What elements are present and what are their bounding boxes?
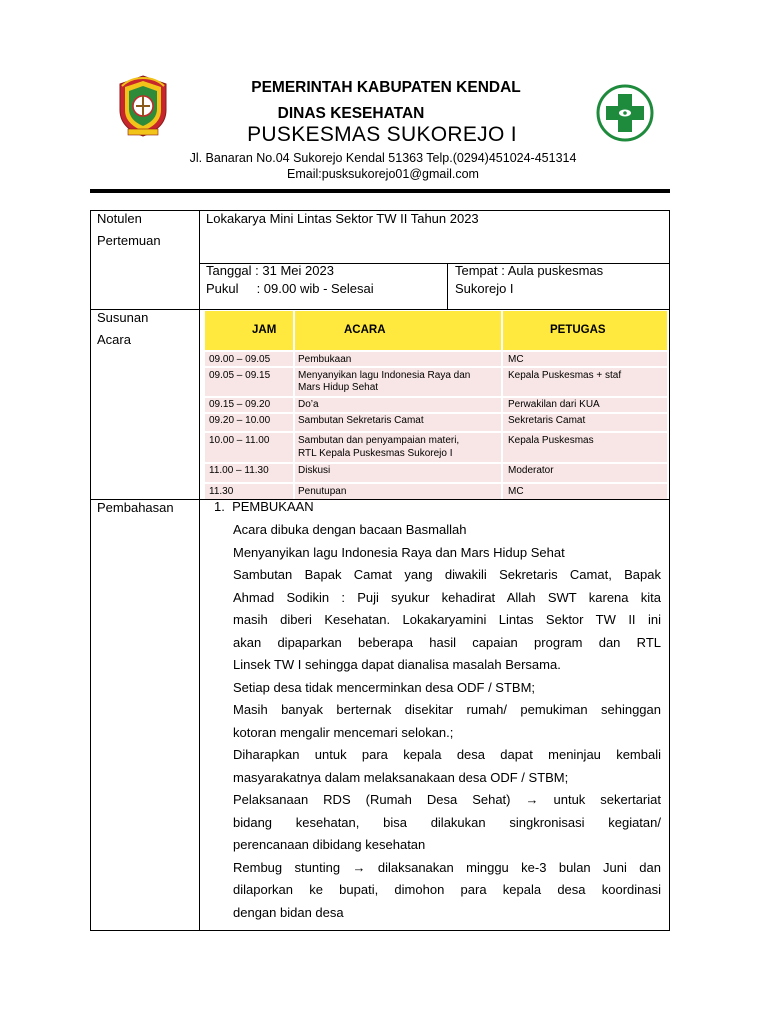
label-pembahasan: Pembahasan xyxy=(97,500,174,515)
header-department: DINAS KESEHATAN xyxy=(277,105,425,122)
schedule-acara: Pembukaan xyxy=(298,354,352,365)
schedule-petugas: Perwakilan dari KUA xyxy=(508,399,600,410)
schedule-col-sep xyxy=(501,398,503,412)
pembahasan-line: Pelaksanaan RDS (Rumah Desa Sehat) → untuk sekertariat xyxy=(233,792,661,807)
pembahasan-heading: 1. PEMBUKAAN xyxy=(214,499,314,514)
schedule-row xyxy=(205,350,667,366)
pembahasan-line: Masih banyak berternak disekitar rumah/ pemukiman sehinggan xyxy=(233,702,661,717)
schedule-table xyxy=(205,311,667,499)
pembahasan-line: Diharapkan untuk para kepala desa dapat meninjau kembali xyxy=(233,747,661,762)
meeting-title: Lokakarya Mini Lintas Sektor TW II Tahun 2023 xyxy=(206,211,479,226)
schedule-acara: Sambutan dan penyampaian materi, xyxy=(298,435,460,446)
schedule-row xyxy=(205,431,667,462)
pembahasan-line: Sambutan Bapak Camat yang diwakili Sekretaris Camat, Bapak xyxy=(233,567,661,582)
frame-susunan-divider xyxy=(90,309,670,310)
schedule-jam: 10.00 – 11.00 xyxy=(209,435,270,446)
schedule-row xyxy=(205,412,667,431)
schedule-col-sep xyxy=(501,433,503,462)
schedule-col-sep xyxy=(501,368,503,396)
frame-tempat-divider xyxy=(447,263,448,309)
frame-label-divider xyxy=(199,210,200,931)
pembahasan-line: Setiap desa tidak mencerminkan desa ODF / STBM; xyxy=(233,679,536,695)
pembahasan-line: Acara dibuka dengan bacaan Basmallah xyxy=(233,522,467,537)
schedule-acara: Menyanyikan lagu Indonesia Raya dan xyxy=(298,370,471,381)
schedule-col-sep xyxy=(293,414,295,431)
pembahasan-line: Ahmad Sodikin : Puji syukur kehadirat Allah SWT karena kita xyxy=(233,589,661,605)
pembahasan-body xyxy=(233,519,661,924)
meeting-date: Tanggal : 31 Mei 2023 xyxy=(206,263,334,278)
frame-left-line xyxy=(90,210,91,931)
schedule-petugas: Kepala Puskesmas xyxy=(508,435,594,446)
meeting-place-line1: Tempat : Aula puskesmas xyxy=(455,263,604,278)
schedule-jam: 09.05 – 09.15 xyxy=(209,370,271,381)
schedule-jam: 09.20 – 10.00 xyxy=(209,415,271,426)
schedule-col-sep xyxy=(501,352,503,366)
schedule-petugas: Moderator xyxy=(508,465,554,476)
schedule-header-petugas: PETUGAS xyxy=(550,324,606,336)
label-susunan: Susunan xyxy=(97,310,149,325)
schedule-jam: 11.00 – 11.30 xyxy=(209,465,269,476)
schedule-col-sep xyxy=(501,414,503,431)
schedule-row xyxy=(205,396,667,412)
schedule-acara: Sambutan Sekretaris Camat xyxy=(298,415,424,426)
schedule-petugas: Sekretaris Camat xyxy=(508,415,586,426)
schedule-col-sep xyxy=(501,464,503,482)
schedule-petugas: Kepala Puskesmas + staf xyxy=(508,370,622,381)
label-acara: Acara xyxy=(97,332,131,347)
pembahasan-line: masih diberi Kesehatan. Lokakaryamini Lintas Sektor TW II ini xyxy=(233,612,661,627)
pembahasan-line: dengan bidan desa xyxy=(233,904,344,920)
schedule-col-sep xyxy=(293,464,295,482)
pembahasan-line: Linsek TW I sehingga dapat dianalisa masalah Bersama. xyxy=(233,657,561,672)
schedule-petugas: MC xyxy=(508,486,524,497)
schedule-header-row xyxy=(205,311,667,350)
schedule-col-sep xyxy=(293,352,295,366)
schedule-col-sep xyxy=(293,368,295,396)
pembahasan-line: kotoran mengalir mencemari selokan.; xyxy=(233,724,454,740)
schedule-acara: Penutupan xyxy=(298,486,347,497)
pembahasan-line: dilaporkan ke bupati, dimohon para kepala desa koordinasi xyxy=(233,882,661,897)
pembahasan-line: masyarakatnya dalam melaksanakaan desa ODF / STBM; xyxy=(233,769,569,785)
header-government: PEMERINTAH KABUPATEN KENDAL xyxy=(251,79,521,96)
schedule-acara: Diskusi xyxy=(298,465,331,476)
pembahasan-line: Menyanyikan lagu Indonesia Raya dan Mars Hidup Sehat xyxy=(233,544,565,560)
schedule-col-sep xyxy=(501,311,503,350)
schedule-jam: 11.30 xyxy=(209,486,234,497)
schedule-row xyxy=(205,366,667,396)
schedule-jam: 09.00 – 09.05 xyxy=(209,354,271,365)
schedule-acara: Do’a xyxy=(298,399,319,410)
label-notulen: Notulen xyxy=(97,211,142,226)
schedule-col-sep xyxy=(293,311,295,350)
schedule-col-sep xyxy=(293,398,295,412)
pembahasan-line: akan dipaparkan beberapa hasil capaian program dan RTL xyxy=(233,634,661,650)
frame-pembahasan-divider xyxy=(90,499,670,500)
schedule-acara-line2: RTL Kepala Puskesmas Sukorejo I xyxy=(298,448,453,459)
schedule-acara-line2: Mars Hidup Sehat xyxy=(298,382,379,393)
schedule-header-acara: ACARA xyxy=(344,324,386,336)
schedule-row xyxy=(205,462,667,482)
frame-bottom-line xyxy=(90,930,670,931)
schedule-col-sep xyxy=(293,433,295,462)
schedule-jam: 09.15 – 09.20 xyxy=(209,399,271,410)
frame-right-line xyxy=(669,210,670,931)
letterhead-divider xyxy=(90,189,670,193)
schedule-header-jam: JAM xyxy=(252,324,277,336)
header-puskesmas-name: PUSKESMAS SUKOREJO I xyxy=(247,123,517,146)
schedule-petugas: MC xyxy=(508,354,524,365)
header-address: Jl. Banaran No.04 Sukorejo Kendal 51363 Telp.(0294)451024-451314 xyxy=(189,151,577,165)
pembahasan-line: perencanaan dibidang kesehatan xyxy=(233,837,426,852)
pembahasan-line: Rembug stunting → dilaksanakan minggu ke-3 bulan Juni dan xyxy=(233,859,661,875)
pembahasan-line: bidang kesehatan, bisa dilakukan singkronisasi kegiatan/ xyxy=(233,814,661,830)
header-email: Email:pusksukorejo01@gmail.com xyxy=(287,167,479,181)
label-pertemuan: Pertemuan xyxy=(97,233,161,248)
meeting-time: Pukul : 09.00 wib - Selesai xyxy=(206,281,374,296)
meeting-place-line2: Sukorejo I xyxy=(455,281,514,296)
schedule-col-sep xyxy=(501,484,503,499)
